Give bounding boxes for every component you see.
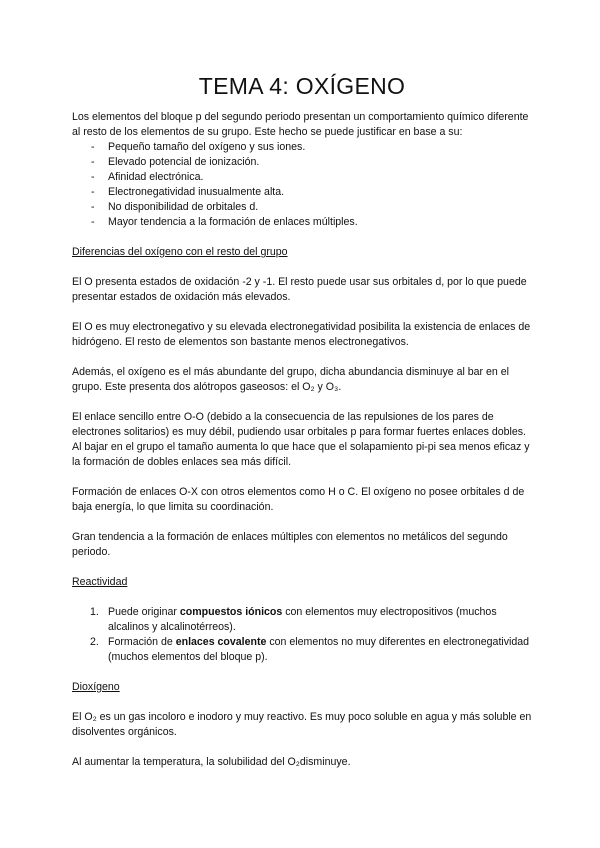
document-page [72,72,532,770]
dioxygen-heading: Dioxígeno [72,681,120,693]
dioxygen-section [72,680,532,770]
intro-list [72,140,532,230]
list-number: 2. [90,636,99,648]
paragraph: El enlace sencillo entre O-O (debido a la consecuencia de las repulsiones de los pares de electrones solitarios) es muy débil, pudiendo usar orbitales p para formar fuertes enlaces dobles. Al bajar en el grupo el tamaño aumenta lo que hace que el solapamiento pi-pi sea menos eficaz y la formación de dobles enlaces sea más difícil. [72,411,530,468]
reactivity-list [72,605,532,665]
item-text-pre: Puede originar [108,606,180,618]
paragraph: Además, el oxígeno es el más abundante del grupo, dicha abundancia disminuye al bar en el grupo. Este presenta dos alótropos gaseosos: el O₂ y O₃. [72,366,509,393]
paragraph: Al aumentar la temperatura, la solubilidad del O₂disminuye. [72,756,351,768]
list-item [72,635,532,665]
differences-heading: Diferencias del oxígeno con el resto del grupo [72,246,288,258]
item-text-post: con elementos muy electropositivos (muchos alcalinos y alcalinotérreos). [108,606,497,633]
list-item: - Electronegatividad inusualmente alta. [72,185,532,200]
intro-paragraph: Los elementos del bloque p del segundo periodo presentan un comportamiento químico diferente al resto de los elementos de su grupo. Este hecho se puede justificar en base a su: [72,111,529,138]
item-text-pre: Formación de [108,636,176,648]
item-text-post: con elementos no muy diferentes en electronegatividad (muchos elementos del bloque p). [108,636,530,663]
item-text-bold: compuestos iónicos [179,606,283,618]
paragraph: Formación de enlaces O-X con otros elementos como H o C. El oxígeno no posee orbitales d de baja energía, lo que limita su coordinación. [72,486,525,513]
paragraph: El O presenta estados de oxidación -2 y -1. El resto puede usar sus orbitales d, por lo que puede presentar estados de oxidación más elevados. [72,276,527,303]
page-title: TEMA 4: OXÍGENO [198,73,406,99]
reactivity-heading: Reactividad [72,576,128,588]
differences-section [72,245,532,560]
list-item: - Mayor tendencia a la formación de enlaces múltiples. [72,215,532,230]
reactivity-section [72,575,532,665]
list-item: - Afinidad electrónica. [72,170,532,185]
item-text-bold: enlaces covalente [175,636,267,648]
list-number: 1. [90,606,99,618]
paragraph: El O es muy electronegativo y su elevada electronegatividad posibilita la existencia de enlaces de hidrógeno. El resto de elementos son bastante menos electronegativos. [72,321,531,348]
paragraph: El O₂ es un gas incoloro e inodoro y muy reactivo. Es muy poco soluble en agua y más soluble en disolventes orgánicos. [72,711,532,738]
list-item: - No disponibilidad de orbitales d. [72,200,532,215]
list-item: - Pequeño tamaño del oxígeno y sus iones. [72,140,532,155]
list-item [72,605,532,635]
list-item: - Elevado potencial de ionización. [72,155,532,170]
paragraph: Gran tendencia a la formación de enlaces múltiples con elementos no metálicos del segundo periodo. [72,531,508,558]
